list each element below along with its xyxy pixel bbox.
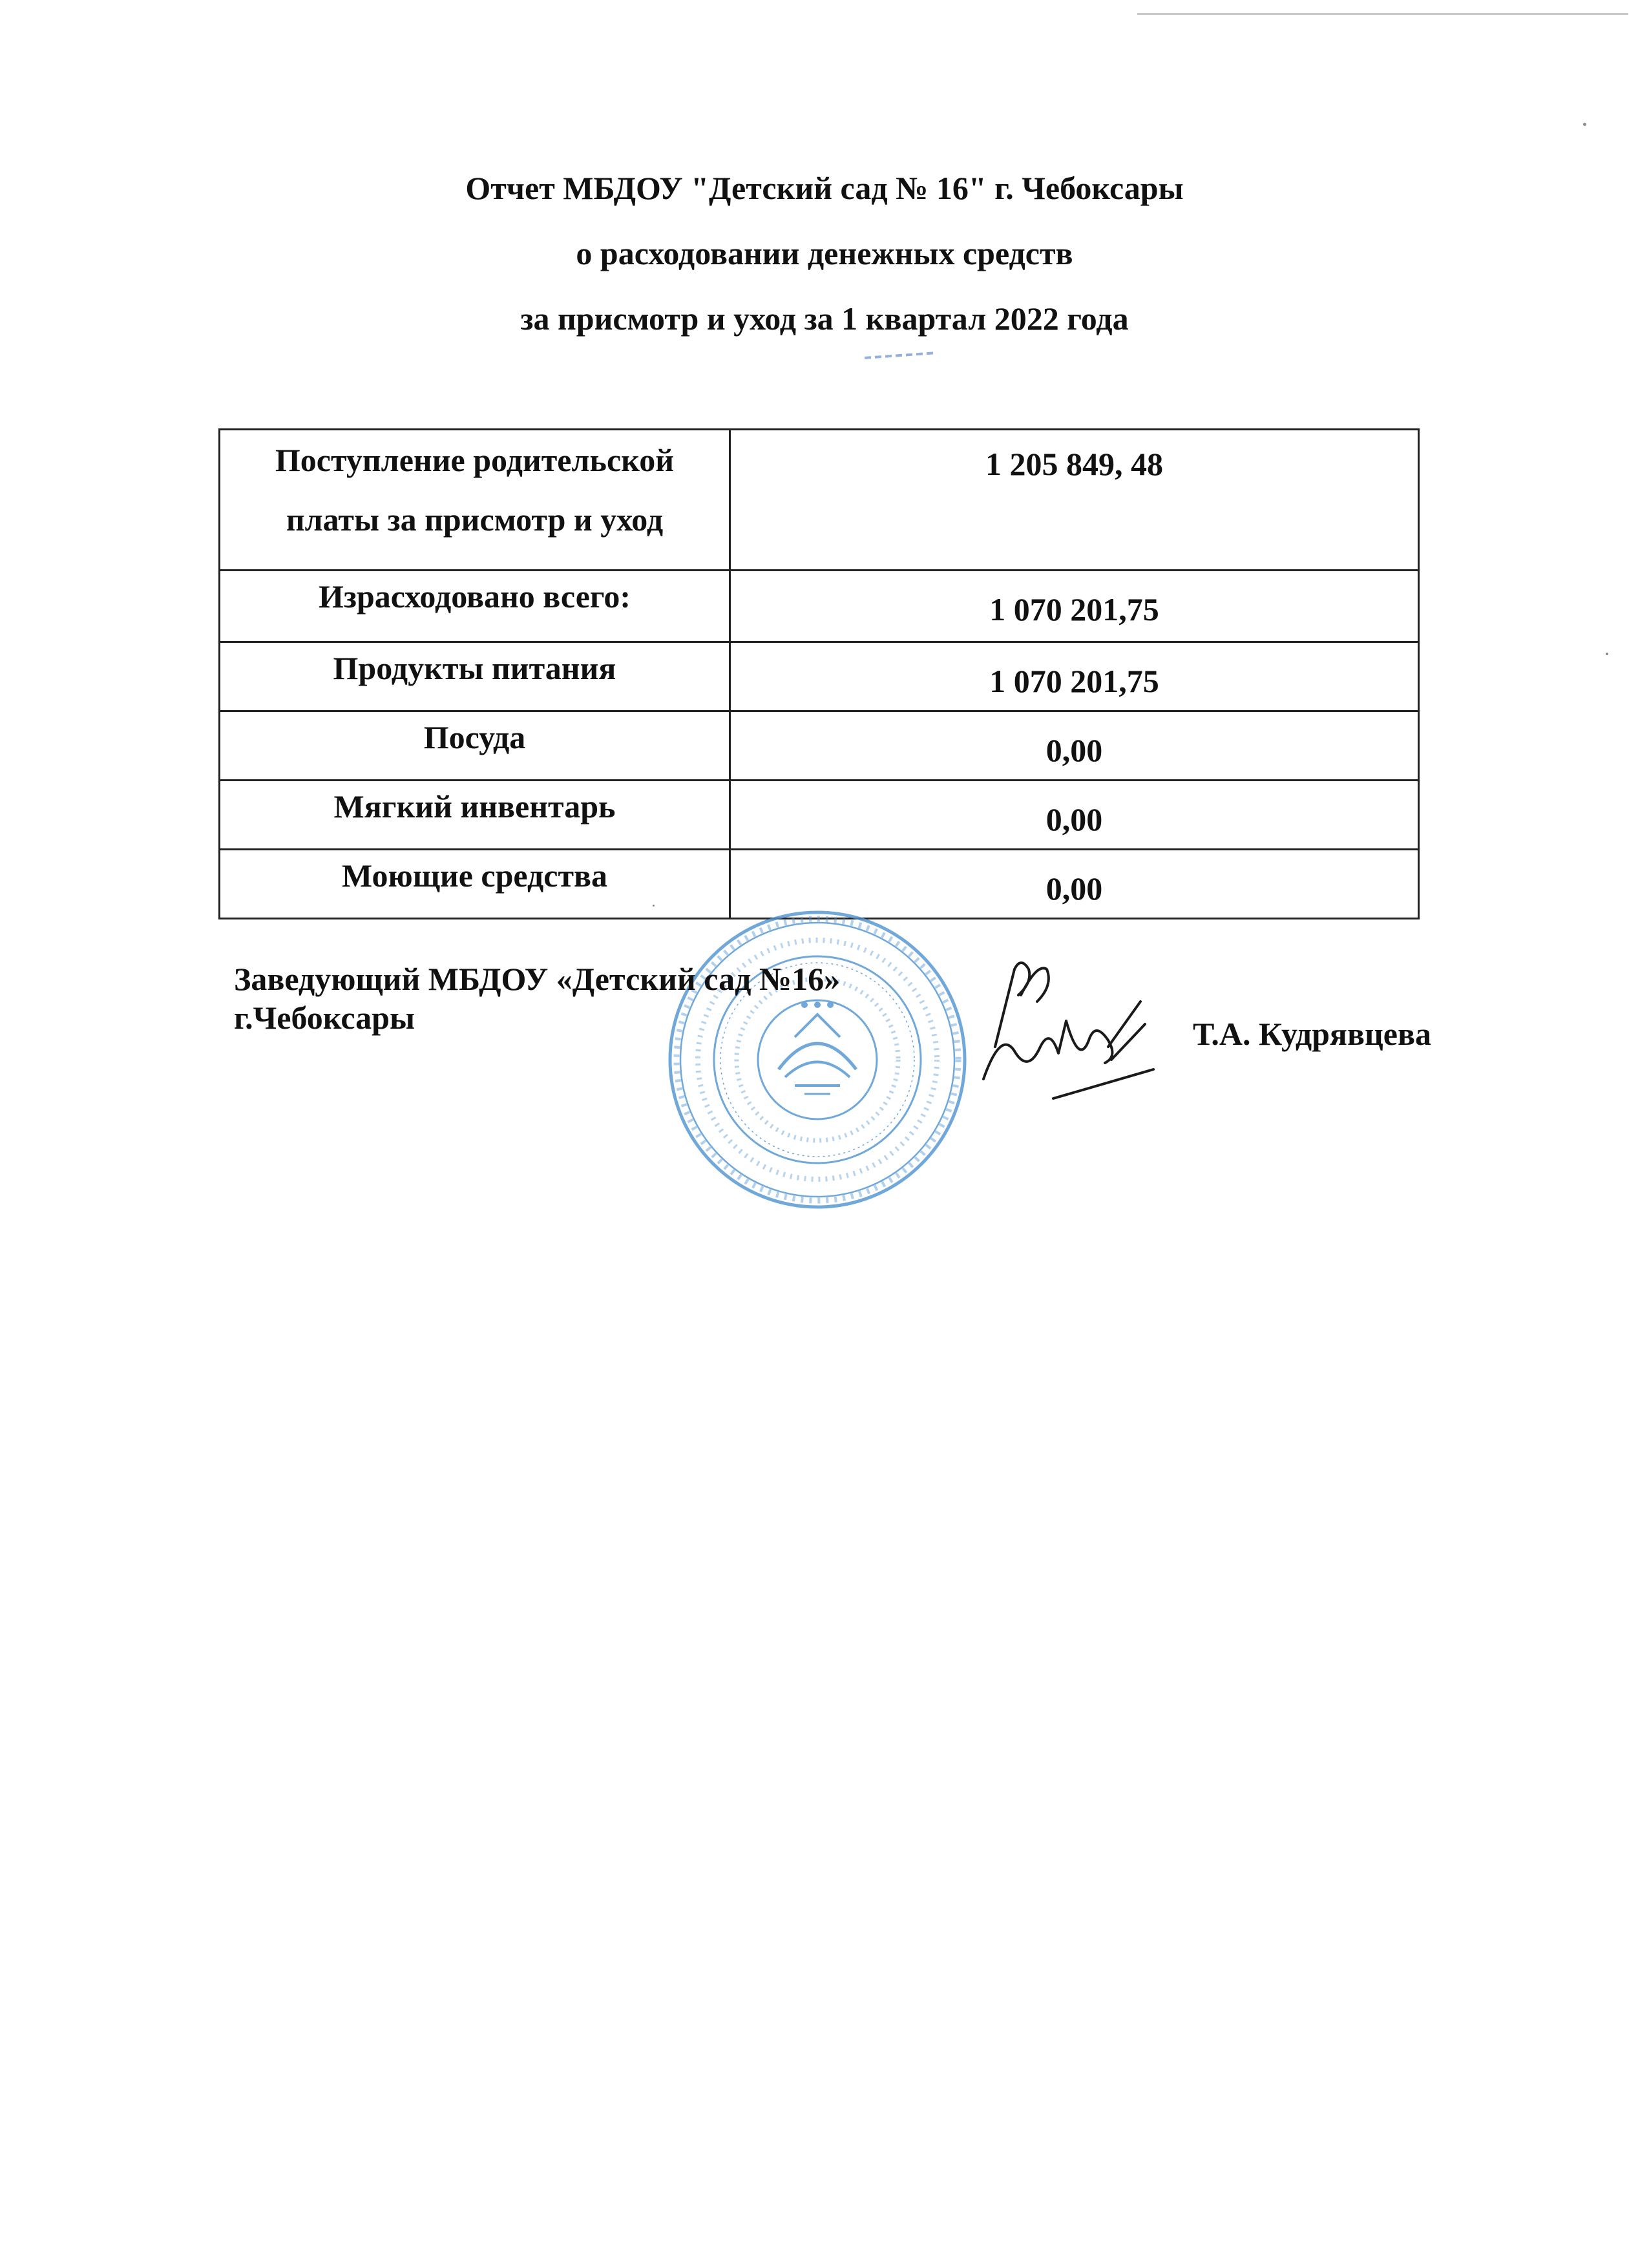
report-title-line-1: Отчет МБДОУ "Детский сад № 16" г. Чебоксары (465, 170, 1184, 206)
scan-speck (1583, 123, 1586, 126)
table-label-cell (220, 430, 730, 571)
signer-position-line-1: Заведующий МБДОУ «Детский сад №16» (234, 961, 841, 997)
income-value: 1 205 849, 48 (730, 430, 1419, 571)
table-value-cell: 0,00 (730, 711, 1419, 781)
official-seal-icon (666, 908, 969, 1212)
table-label-cell: Израсходовано всего: (220, 571, 730, 642)
report-title-line-2: о расходовании денежных средств (576, 235, 1073, 271)
report-title-line-3: за присмотр и уход за 1 квартал 2022 года (520, 300, 1129, 337)
scan-edge-line (1137, 13, 1628, 15)
table-label-cell: Посуда (220, 711, 730, 781)
table-row (220, 711, 1419, 781)
pen-mark (865, 352, 936, 359)
signature-block (234, 960, 840, 1037)
table-row (220, 430, 1419, 571)
signer-position-line-2: г.Чебоксары (234, 1000, 415, 1036)
expense-report-table (218, 428, 1420, 919)
table-label-cell: Мягкий инвентарь (220, 781, 730, 850)
handwritten-signature-icon (976, 950, 1157, 1118)
scan-speck (1606, 653, 1608, 655)
signer-name: Т.А. Кудрявцева (1193, 1016, 1431, 1052)
table-row (220, 642, 1419, 711)
table-value-cell: 1 070 201,75 (730, 571, 1419, 642)
table-label-cell: Продукты питания (220, 642, 730, 711)
table-row (220, 571, 1419, 642)
table-value-cell: 0,00 (730, 850, 1419, 919)
income-label-line-2: платы за присмотр и уход (286, 501, 664, 538)
table-label-cell: Моющие средства (220, 850, 730, 919)
income-label-line-1: Поступление родительской (275, 442, 675, 478)
table-value-cell: 0,00 (730, 781, 1419, 850)
table-value-cell: 1 070 201,75 (730, 642, 1419, 711)
table-row (220, 781, 1419, 850)
